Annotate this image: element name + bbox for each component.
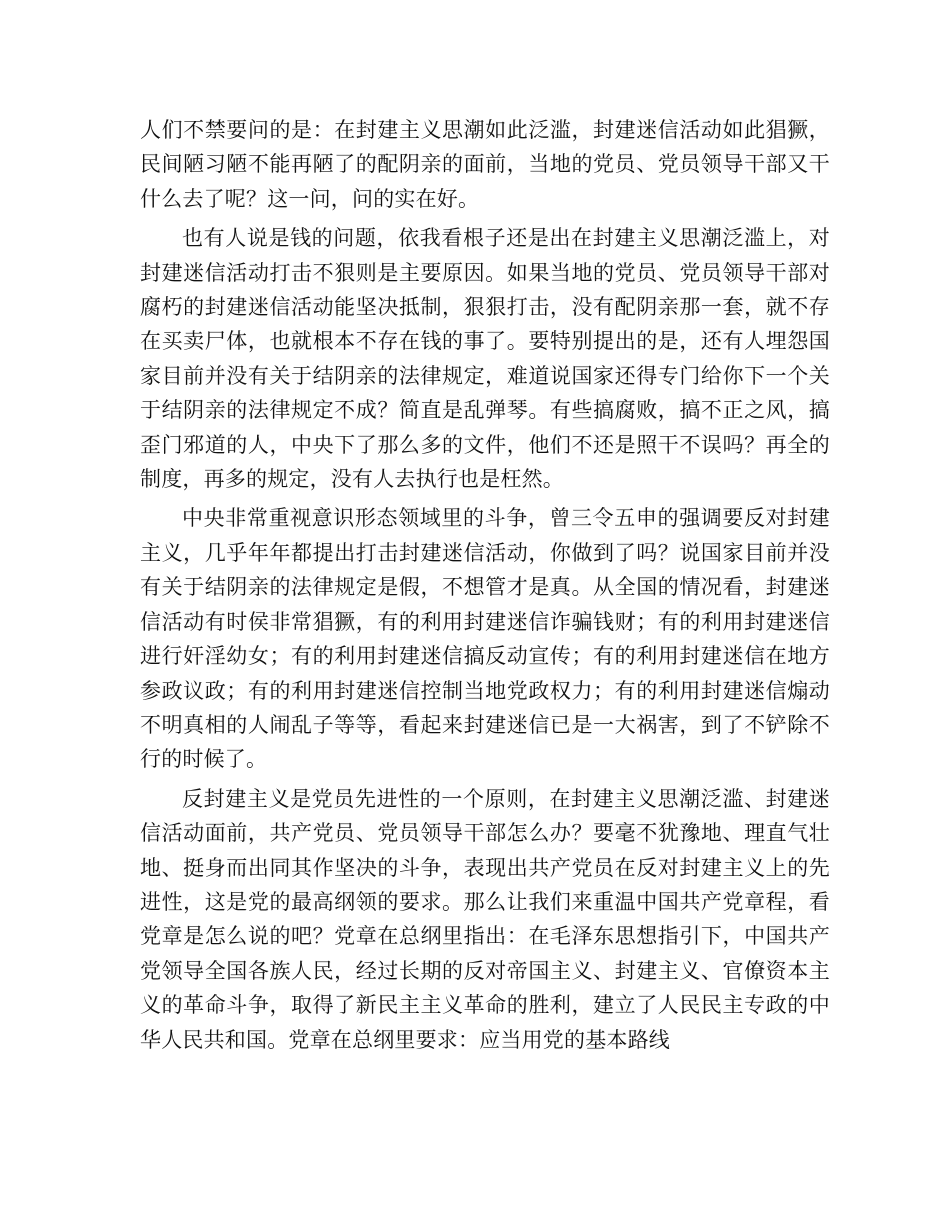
document-page — [140, 113, 830, 1062]
paragraph-4: 反封建主义是党员先进性的一个原则，在封建主义思潮泛滥、封建迷信活动面前，共产党员、党员领导干部怎么办？要毫不犹豫地、理直气壮地、挺身而出同其作坚决的斗争，表现出共产党员在反对封建主义上的先进性，这是党的最高纲领的要求。那么让我们来重温中国共产党章程，看党章是怎么说的吧？党章在总纲里指出：在毛泽东思想指引下，中国共产党领导全国各族人民，经过长期的反对帝国主义、封建主义、官僚资本主义的革命斗争，取得了新民主主义革命的胜利，建立了人民民主专政的中华人民共和国。党章在总纲里要求：应当用党的基本路线 — [140, 786, 830, 1052]
paragraph-1: 人们不禁要问的是：在封建主义思潮如此泛滥，封建迷信活动如此猖獗，民间陋习陋不能再陋了的配阴亲的面前，当地的党员、党员领导干部又干什么去了呢？这一问，问的实在好。 — [140, 118, 830, 211]
paragraph-2: 也有人说是钱的问题，依我看根子还是出在封建主义思潮泛滥上，对封建迷信活动打击不狠则是主要原因。如果当地的党员、党员领导干部对腐朽的封建迷信活动能坚决抵制，狠狠打击，没有配阴亲那一套，就不存在买卖尸体，也就根本不存在钱的事了。要特别提出的是，还有人埋怨国家目前并没有关于结阴亲的法律规定，难道说国家还得专门给你下一个关于结阴亲的法律规定不成？简直是乱弹琴。有些搞腐败，搞不正之风，搞歪门邪道的人，中央下了那么多的文件，他们不还是照干不误吗？再全的制度，再多的规定，没有人去执行也是枉然。 — [140, 226, 830, 492]
paragraph-3: 中央非常重视意识形态领域里的斗争，曾三令五申的强调要反对封建主义，几乎年年都提出打击封建迷信活动，你做到了吗？说国家目前并没有关于结阴亲的法律规定是假，不想管才是真。从全国的情况看，封建迷信活动有时侯非常猖獗，有的利用封建迷信诈骗钱财；有的利用封建迷信进行奸淫幼女；有的利用封建迷信搞反动宣传；有的利用封建迷信在地方参政议政；有的利用封建迷信控制当地党政权力；有的利用封建迷信煽动不明真相的人闹乱子等等，看起来封建迷信已是一大祸害，到了不铲除不行的时候了。 — [140, 506, 830, 772]
